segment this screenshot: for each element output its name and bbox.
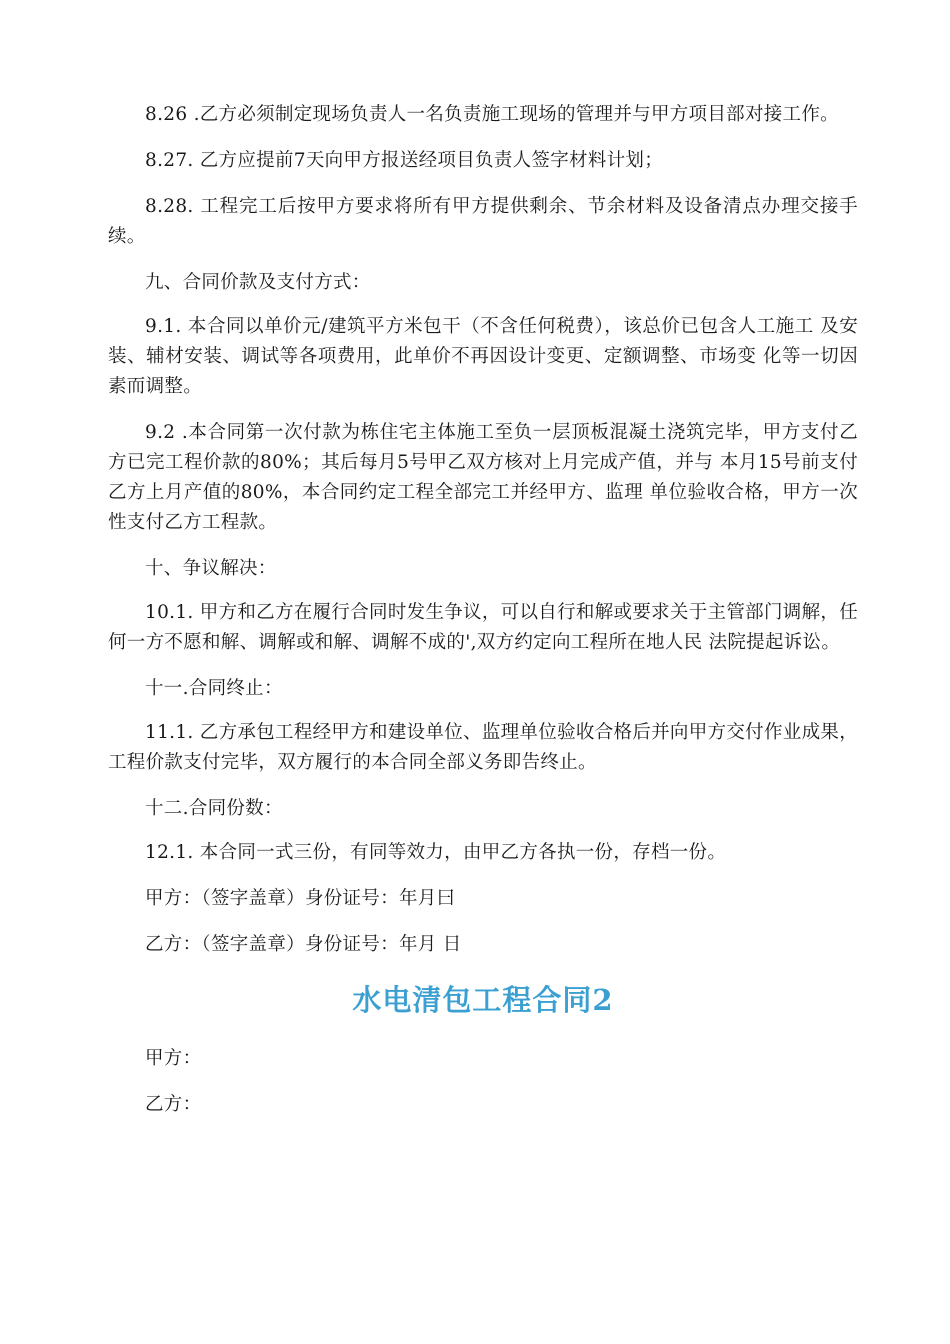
party-a-label: 甲方：	[145, 1048, 202, 1069]
document-title: 水电清包工程合同2	[352, 983, 614, 1017]
section-heading-11: 十一.合同终止：	[145, 678, 283, 699]
section-heading-9: 九、合同价款及支付方式：	[145, 272, 371, 293]
clause-8-27: 8.27. 乙方应提前7天向甲方报送经项目负责人签字材料计划；	[145, 150, 664, 171]
signature-party-b: 乙方：（签字盖章）身份证号：年月 日	[145, 934, 462, 955]
clause-9-2: 9.2 .本合同第一次付款为栋住宅主体施工至负一层顶板混凝土浇筑完毕，甲方支付乙方已完工程价款的80%；其后每月5号甲乙双方核对上月完成产值，并与 本月15号前支付乙方上月产值的80%，本合同约定工程全部完工并经甲方、监理 单位验收合格，甲方一次性支付乙方工程款。	[108, 422, 858, 533]
clause-8-28: 8.28. 工程完工后按甲方要求将所有甲方提供剩余、节余材料及设备清点办理交接手续。	[108, 196, 858, 247]
clause-10-1: 10.1. 甲方和乙方在履行合同时发生争议，可以自行和解或要求关于主管部门调解，任何一方不愿和解、调解或和解、调解不成的',双方约定向工程所在地人民 法院提起诉讼。	[108, 602, 858, 653]
signature-party-a: 甲方：（签字盖章）身份证号：年月曰	[145, 888, 456, 909]
clause-12-1: 12.1. 本合同一式三份，有同等效力，由甲乙方各执一份，存档一份。	[145, 842, 727, 863]
clause-8-26: 8.26 .乙方必须制定现场负责人一名负责施工现场的管理并与甲方项目部对接工作。	[145, 104, 839, 125]
party-b-label: 乙方：	[145, 1094, 202, 1115]
clause-9-1: 9.1. 本合同以单价元/建筑平方米包干（不含任何税费），该总价已包含人工施工 及安装、辅材安装、调试等各项费用，此单价不再因设计变更、定额调整、市场变 化等一切因素而调整。	[108, 316, 858, 397]
clause-11-1: 11.1. 乙方承包工程经甲方和建设单位、监理单位验收合格后并向甲方交付作业成果，工程价款支付完毕，双方履行的本合同全部义务即告终止。	[108, 722, 858, 773]
section-heading-12: 十二.合同份数：	[145, 798, 283, 819]
section-heading-10: 十、争议解决：	[145, 558, 277, 579]
